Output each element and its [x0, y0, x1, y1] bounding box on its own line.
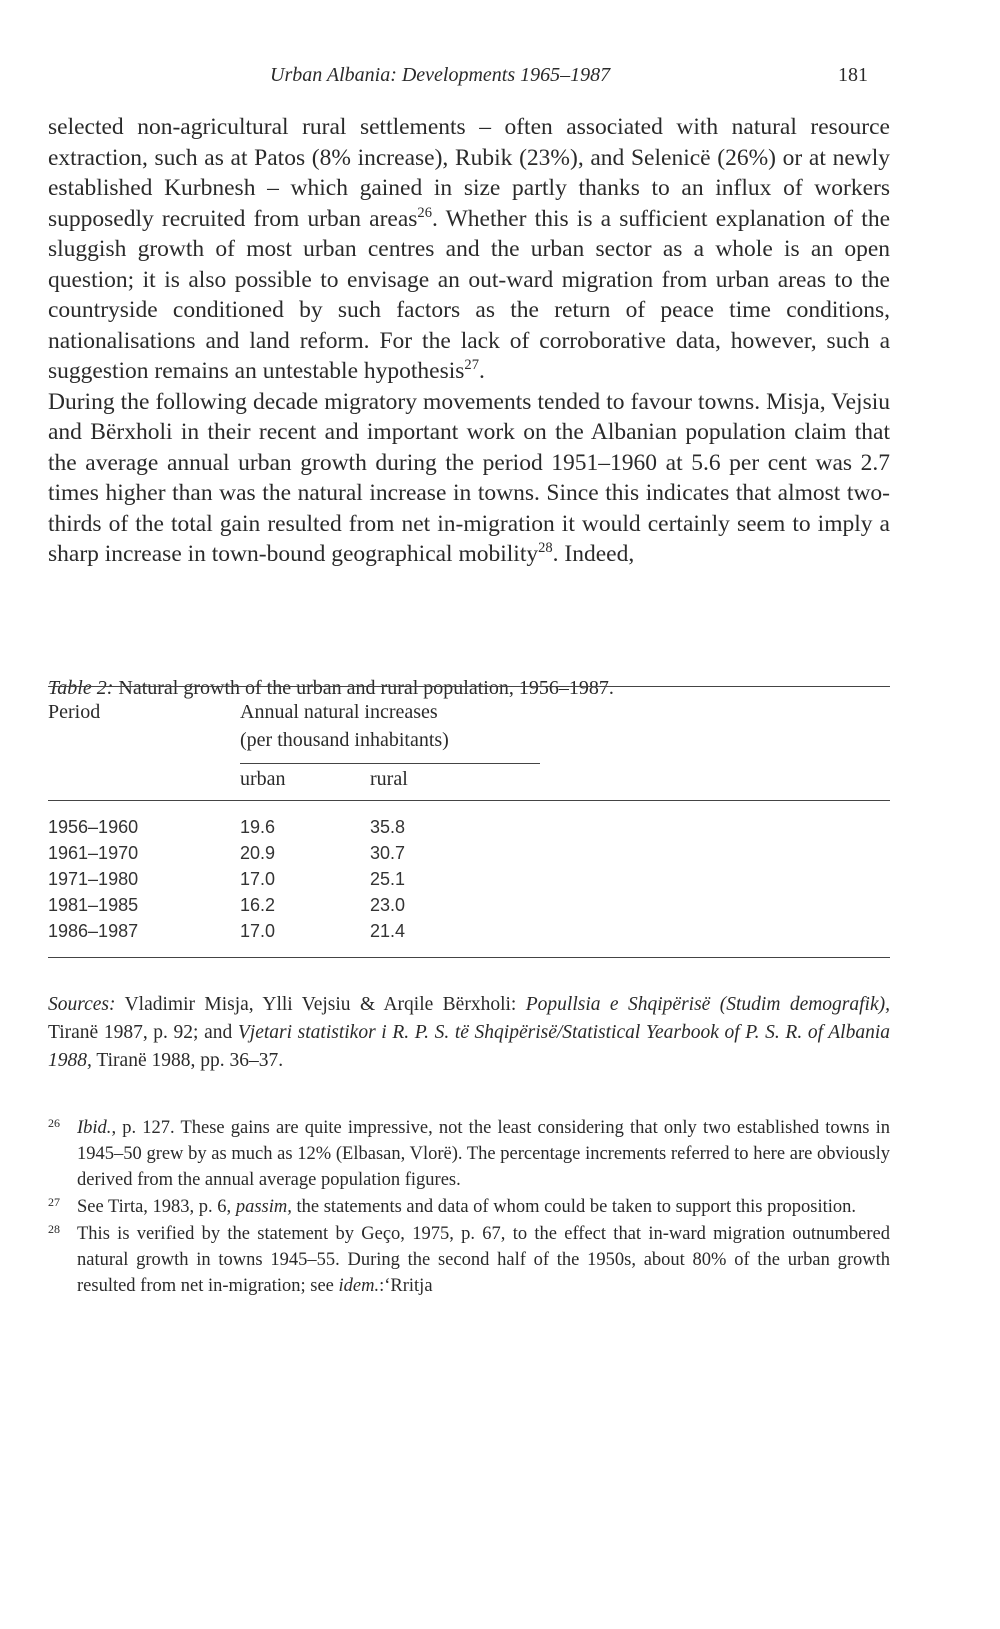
- footnote-number: 27: [48, 1195, 60, 1209]
- footnote-27: 27 See Tirta, 1983, p. 6, passim, the statements and data of whom could be taken to support this proposition.: [48, 1194, 890, 1220]
- sources-label: Sources:: [48, 994, 116, 1015]
- page-number: 181: [838, 64, 868, 86]
- footnote-ref-27: 27: [464, 357, 479, 374]
- table-sources: Sources: Vladimir Misja, Ylli Vejsiu & Arqile Bërxholi: Popullsia e Shqipërisë (Studim demografik), Tiranë 1987, p. 92; and Vjetari statistikor i R. P. S. të Shqipërisë/Statistical Yearbook of P. S. R. of Albania 1988, Tiranë 1988, pp. 36–37.: [48, 994, 890, 1071]
- cell-rural: 25.1: [370, 869, 406, 889]
- cell-urban: 20.9: [240, 843, 276, 863]
- footnote-number: 28: [48, 1222, 60, 1236]
- cell-period: 1981–1985: [48, 895, 139, 915]
- cell-rural: 21.4: [370, 921, 406, 941]
- cell-urban: 19.6: [240, 817, 276, 837]
- footnote-26: 26 Ibid., p. 127. These gains are quite impressive, not the least considering that only two established towns in 1945–50 grew by as much as 12% (Elbasan, Vlorë). The percentage increments referred to here are obviously derived from the annual average population figures.: [48, 1115, 890, 1193]
- cell-rural: 35.8: [370, 817, 406, 837]
- cell-period: 1956–1960: [48, 817, 139, 837]
- table-caption: [48, 677, 614, 700]
- table-top-rule: [48, 686, 890, 687]
- table-header-rule: [48, 800, 890, 801]
- cell-urban: 16.2: [240, 895, 276, 915]
- footnotes: [48, 1115, 890, 1300]
- cell-period: 1961–1970: [48, 843, 139, 863]
- cell-urban: 17.0: [240, 869, 276, 889]
- footnote-number: 26: [48, 1116, 60, 1130]
- table-header-period: Period: [48, 701, 101, 723]
- paragraph-2: During the following decade migratory movements tended to favour towns. Misja, Vejsiu and Bërxholi in their recent and important work on the Albanian population claim that the average annual urban growth during the period 1951–1960 at 5.6 per cent was 2.7 times higher than was the natural increase in towns. Since this indicates that almost two-thirds of the total gain resulted from net in-migration it would certainly seem to imply a sharp increase in town-bound geographical mobility$^{28}$. Indeed,: [48, 388, 890, 567]
- cell-rural: 23.0: [370, 895, 406, 915]
- table-group-rule: [240, 763, 540, 764]
- table-bottom-rule: [48, 957, 890, 958]
- running-title: Urban Albania: Developments 1965–1987: [270, 64, 611, 86]
- table-header-urban: urban: [240, 768, 286, 790]
- cell-rural: 30.7: [370, 843, 406, 863]
- cell-period: 1971–1980: [48, 869, 139, 889]
- body-text: [48, 112, 890, 570]
- paragraph-1: selected non-agricultural rural settlements – often associated with natural resource extraction, such as at Patos (8% increase), Rubik (23%), and Selenicë (26%) or at newly established Kurbnesh – which gained in size partly thanks to an influx of workers supposedly recruited from urban areas$^{26}$. Whether this is a sufficient explanation of the sluggish growth of most urban centres and the urban sector as a whole is an open question; it is also possible to envisage an out-ward migration from urban areas to the countryside conditioned by such factors as the return of peace time conditions, nationalisations and land reform. For the lack of corroborative data, however, such a suggestion remains an untestable hypothesis$^{27}$.: [48, 114, 891, 384]
- table-header-rural: rural: [370, 768, 408, 790]
- cell-period: 1986–1987: [48, 921, 139, 941]
- cell-urban: 17.0: [240, 921, 276, 941]
- footnote-ref-26: 26: [417, 204, 432, 221]
- table-group-header-line1: Annual natural increases: [240, 701, 438, 723]
- table-group-header-line2: (per thousand inhabitants): [240, 729, 449, 751]
- footnote-ref-28: 28: [538, 540, 553, 557]
- table-caption-text: Natural growth of the urban and rural population, 1956–1987.: [118, 677, 614, 699]
- table-caption-label: Table 2:: [48, 677, 114, 699]
- footnote-28: 28 This is verified by the statement by Geço, 1975, p. 67, to the effect that in-ward migration outnumbered natural growth in towns 1945–55. During the second half of the 1950s, about 80% of the urban growth resulted from net in-migration; see idem.:‘Rritja: [48, 1221, 890, 1299]
- running-head: [0, 64, 1000, 94]
